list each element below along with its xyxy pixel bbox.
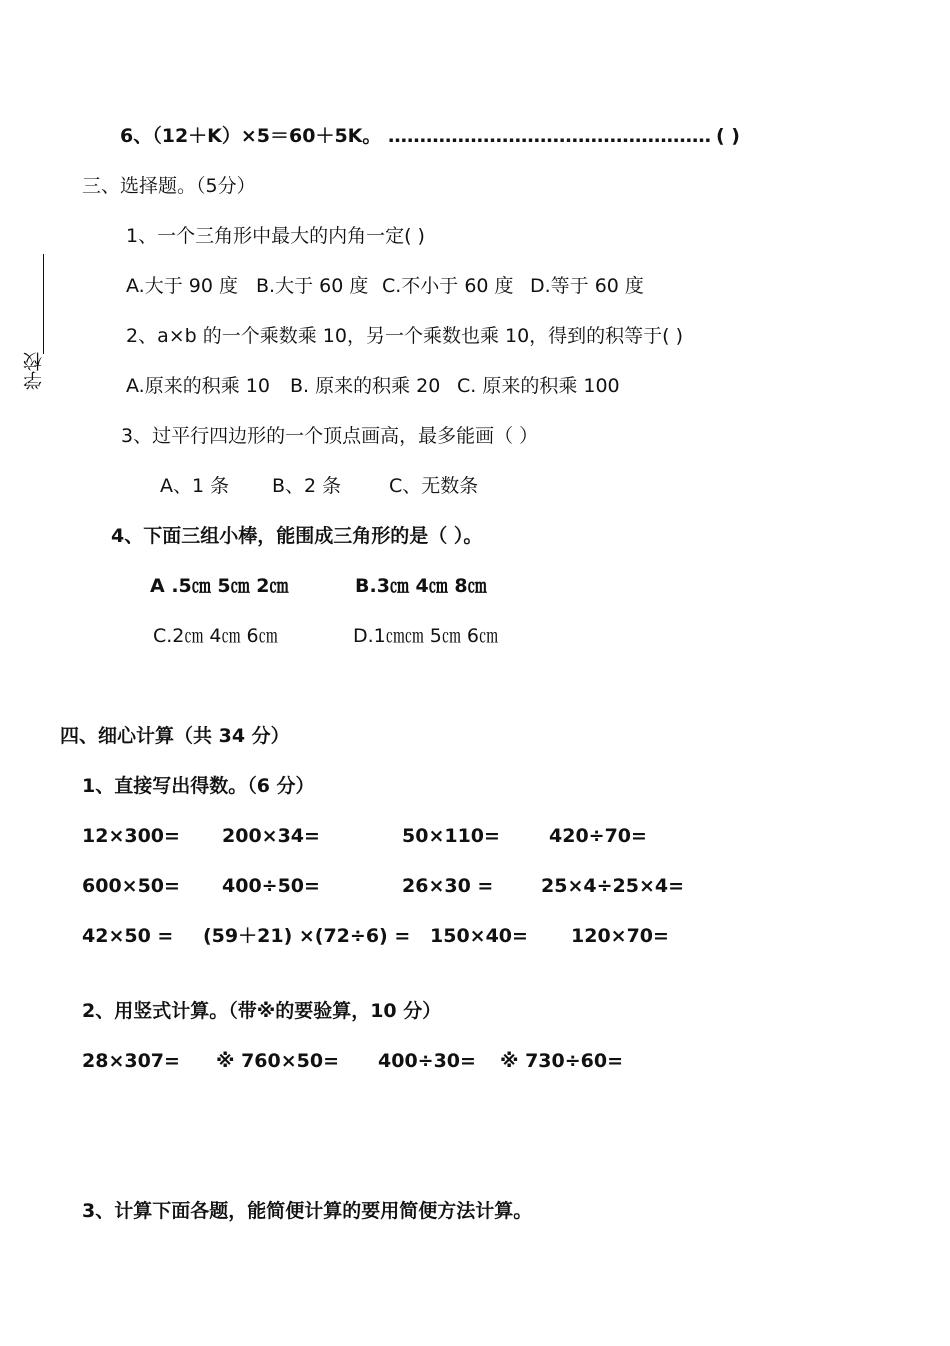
calc-p1-r1-item1: 12×300=	[82, 825, 180, 847]
school-label: 学校	[23, 352, 45, 390]
calc-part1-title: 1、直接写出得数。（6 分）	[82, 775, 315, 797]
calc-part2-title: 2、用竖式计算。（带※的要验算，10 分）	[82, 1000, 442, 1022]
tf-answer-paren-6[interactable]: ( )	[716, 125, 740, 147]
choice-q3-option-a[interactable]: A、1 条	[160, 475, 230, 497]
choice-q4-option-c[interactable]: C.2㎝ 4㎝ 6㎝	[153, 625, 278, 647]
choice-q4-stem: 4、下面三组小棒，能围成三角形的是（ ）。	[111, 525, 483, 547]
calc-p2-item2: ※ 760×50=	[216, 1050, 340, 1072]
choice-q3-option-b[interactable]: B、2 条	[272, 475, 342, 497]
choice-q1-option-c[interactable]: C.不小于 60 度	[382, 275, 514, 297]
choice-q2-stem: 2、a×b 的一个乘数乘 10，另一个乘数也乘 10，得到的积等于( )	[126, 325, 684, 347]
choice-q1-option-d[interactable]: D.等于 60 度	[530, 275, 644, 297]
calc-p1-r1-item4: 420÷70=	[549, 825, 647, 847]
calc-p2-item1: 28×307=	[82, 1050, 180, 1072]
section-heading-choice: 三、选择题。（5分）	[82, 175, 256, 197]
choice-q1-option-b[interactable]: B.大于 60 度	[256, 275, 369, 297]
calc-p2-item4: ※ 730÷60=	[500, 1050, 624, 1072]
calc-p2-item3: 400÷30=	[378, 1050, 476, 1072]
choice-q1-stem: 1、一个三角形中最大的内角一定( )	[126, 225, 425, 247]
choice-q4-option-b[interactable]: B.3㎝ 4㎝ 8㎝	[355, 575, 487, 597]
choice-q2-option-c[interactable]: C. 原来的积乘 100	[457, 375, 620, 397]
calc-p1-r2-item4: 25×4÷25×4=	[541, 875, 685, 897]
calc-p1-r3-item2: (59＋21) ×(72÷6) =	[203, 925, 411, 947]
calc-p1-r2-item3: 26×30 =	[402, 875, 494, 897]
choice-q1-option-a[interactable]: A.大于 90 度	[126, 275, 238, 297]
calc-p1-r2-item2: 400÷50=	[222, 875, 320, 897]
choice-q4-option-a[interactable]: A .5㎝ 5㎝ 2㎝	[150, 575, 289, 597]
choice-q3-option-c[interactable]: C、无数条	[389, 475, 479, 497]
choice-q2-option-a[interactable]: A.原来的积乘 10	[126, 375, 270, 397]
calc-p1-r3-item3: 150×40=	[430, 925, 528, 947]
calc-p1-r1-item2: 200×34=	[222, 825, 320, 847]
calc-part3-title: 3、计算下面各题，能简便计算的要用简便方法计算。	[82, 1200, 533, 1222]
calc-p1-r1-item3: 50×110=	[402, 825, 500, 847]
tf-question-6: 6、（12＋K）×5＝60＋5K。 ……………………………………………	[120, 125, 712, 147]
choice-q3-stem: 3、过平行四边形的一个顶点画高，最多能画（ ）	[121, 425, 539, 447]
section-heading-calc: 四、细心计算（共 34 分）	[60, 725, 290, 747]
calc-p1-r3-item1: 42×50 =	[82, 925, 174, 947]
calc-p1-r3-item4: 120×70=	[571, 925, 669, 947]
calc-p1-r2-item1: 600×50=	[82, 875, 180, 897]
choice-q4-option-d[interactable]: D.1㎝㎝ 5㎝ 6㎝	[353, 625, 499, 647]
choice-q2-option-b[interactable]: B. 原来的积乘 20	[290, 375, 441, 397]
side-margin-rule	[43, 254, 44, 354]
